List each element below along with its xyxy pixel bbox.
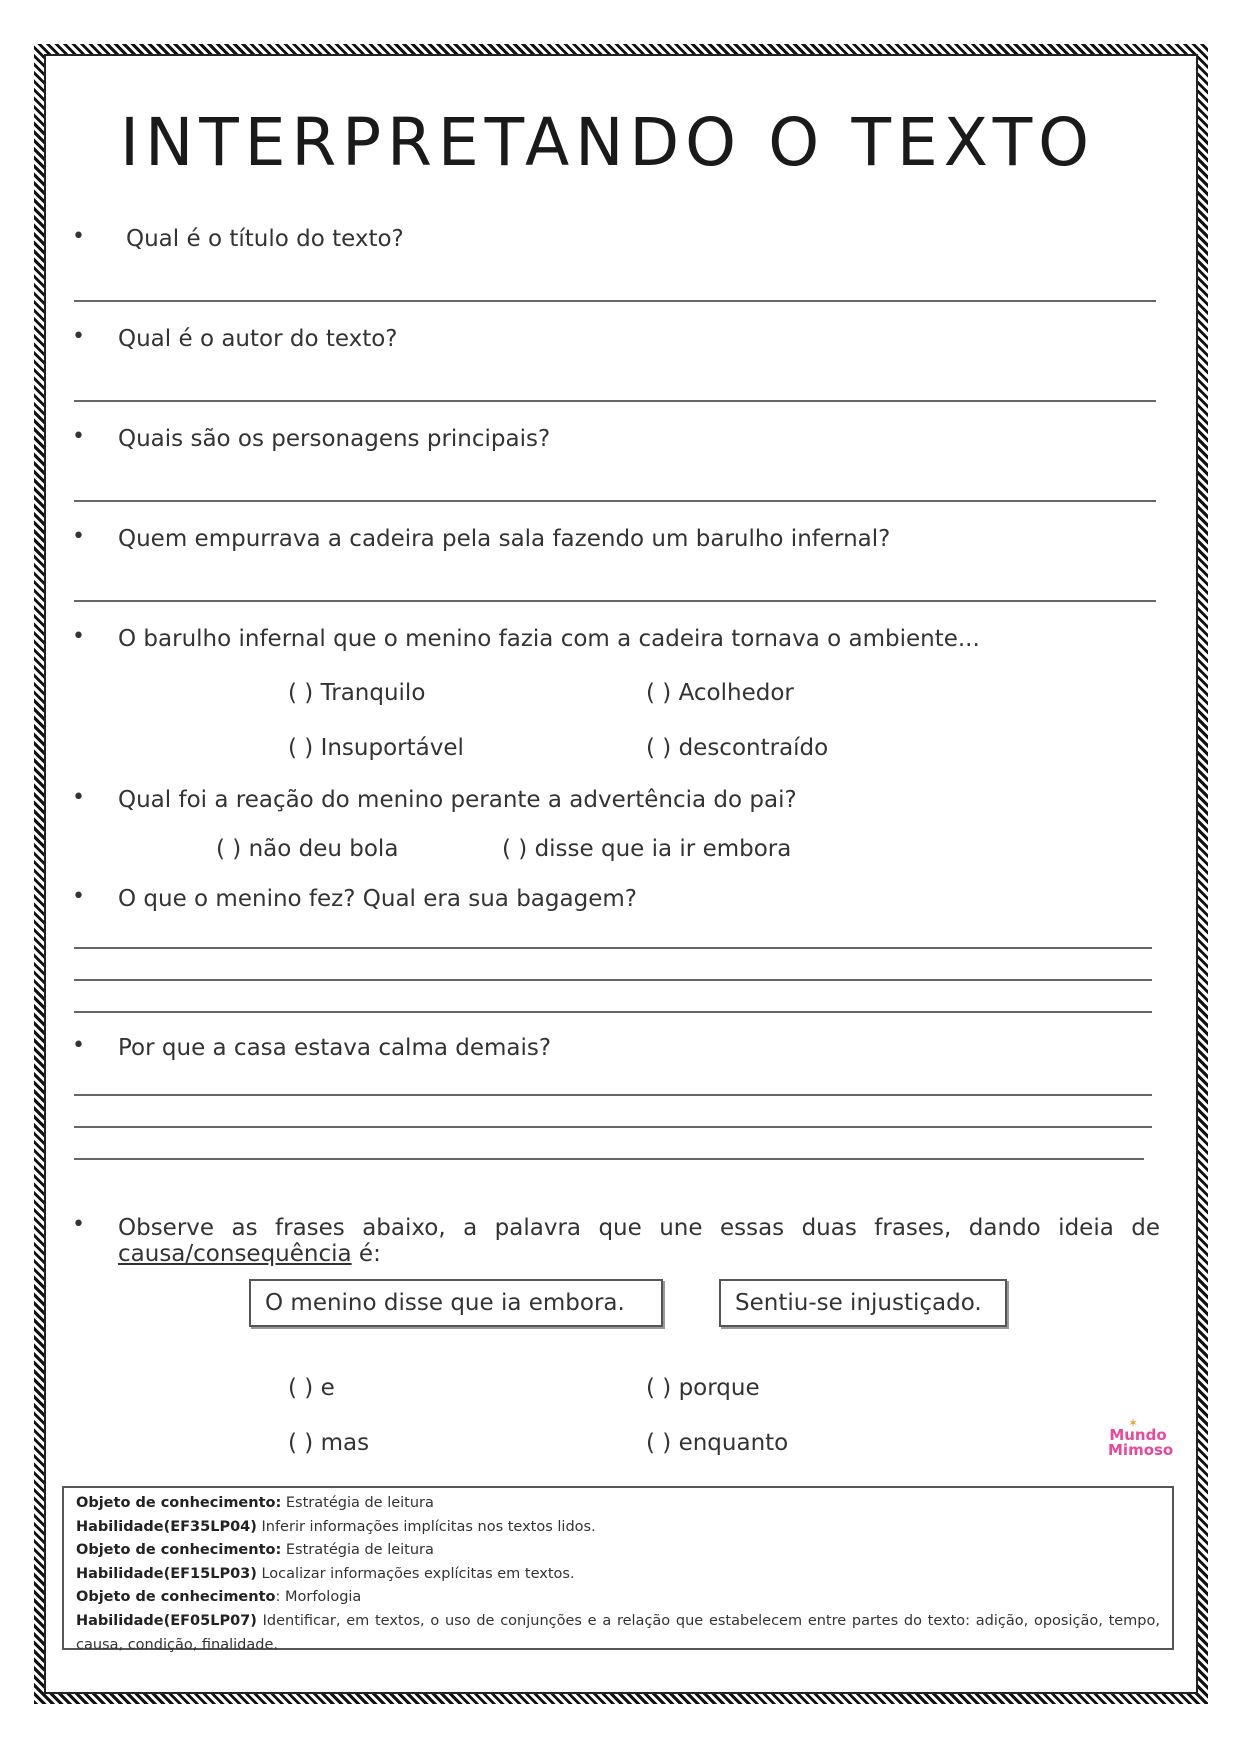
footer-row: Objeto de conhecimento: Estratégia de leitura — [76, 1542, 434, 1559]
bullet-icon: • — [72, 624, 85, 649]
answer-line[interactable] — [74, 600, 1156, 602]
answer-line[interactable] — [74, 1011, 1152, 1013]
answer-line[interactable] — [74, 1094, 1152, 1096]
option-insuportavel[interactable]: ( ) Insuportável — [288, 735, 464, 761]
observe-instruction: Observe as frases abaixo, a palavra que une essas duas frases, dando ideia de — [118, 1215, 1160, 1241]
question-text: Qual foi a reação do menino perante a advertência do pai? — [118, 787, 797, 813]
question-text: Qual é o autor do texto? — [118, 326, 398, 352]
bullet-icon: • — [72, 1212, 85, 1237]
bullet-icon: • — [72, 524, 85, 549]
option-nao-deu-bola[interactable]: ( ) não deu bola — [216, 836, 399, 862]
footer-row: Objeto de conhecimento: Estratégia de leitura — [76, 1495, 434, 1511]
star-icon: ✶ — [1128, 1416, 1139, 1430]
bullet-icon: • — [72, 785, 85, 810]
answer-line[interactable] — [74, 979, 1152, 981]
option-porque[interactable]: ( ) porque — [646, 1375, 760, 1401]
footer-row: Objeto de conhecimento: Morfologia — [76, 1589, 362, 1606]
answer-line[interactable] — [74, 1158, 1144, 1160]
option-enquanto[interactable]: ( ) enquanto — [646, 1430, 789, 1456]
question-text: O que o menino fez? Qual era sua bagagem? — [118, 886, 637, 912]
question-text: Quem empurrava a cadeira pela sala fazendo um barulho infernal? — [118, 526, 891, 552]
option-mas[interactable]: ( ) mas — [288, 1430, 370, 1456]
bullet-icon: • — [72, 1033, 85, 1058]
option-acolhedor[interactable]: ( ) Acolhedor — [646, 680, 794, 706]
option-e[interactable]: ( ) e — [288, 1375, 335, 1401]
answer-line[interactable] — [74, 500, 1156, 502]
footer-row: Habilidade(EF05LP07) Identificar, em textos, o uso de conjunções e a relação que estabelecem entre partes do texto: adição, oposição, tempo, causa, condição, finalidade. — [76, 1612, 1160, 1653]
option-disse-que-ia-embora[interactable]: ( ) disse que ia ir embora — [502, 836, 792, 862]
question-text: Qual é o título do texto? — [126, 226, 404, 252]
footer-row: Habilidade(EF35LP04) Inferir informações implícitas nos textos lidos. — [76, 1518, 596, 1535]
underlined-term: causa/consequência — [118, 1241, 352, 1267]
bullet-icon: • — [72, 424, 85, 449]
answer-line[interactable] — [74, 947, 1152, 949]
phrase-box-1: O menino disse que ia embora. — [249, 1279, 663, 1327]
brand-logo: ✶ Mundo Mimoso — [1108, 1416, 1174, 1459]
answer-line[interactable] — [74, 1126, 1152, 1128]
option-descontraido[interactable]: ( ) descontraído — [646, 735, 829, 761]
footer-row: Habilidade(EF15LP03) Localizar informações explícitas em textos. — [76, 1565, 575, 1582]
option-tranquilo[interactable]: ( ) Tranquilo — [288, 680, 426, 706]
answer-line[interactable] — [74, 300, 1156, 302]
page-title: INTERPRETANDO O TEXTO — [120, 104, 1095, 181]
skills-footer — [62, 1486, 1174, 1653]
question-text: O barulho infernal que o menino fazia com a cadeira tornava o ambiente... — [118, 626, 980, 652]
bullet-icon: • — [72, 884, 85, 909]
bullet-icon: • — [72, 224, 85, 249]
question-text: Por que a casa estava calma demais? — [118, 1035, 552, 1061]
observe-instruction-cont — [118, 1241, 381, 1267]
question-text: Quais são os personagens principais? — [118, 426, 551, 452]
bullet-icon: • — [72, 324, 85, 349]
phrase-box-2: Sentiu-se injustiçado. — [719, 1279, 1007, 1327]
observe-tail: é: — [351, 1241, 381, 1267]
answer-line[interactable] — [74, 400, 1156, 402]
